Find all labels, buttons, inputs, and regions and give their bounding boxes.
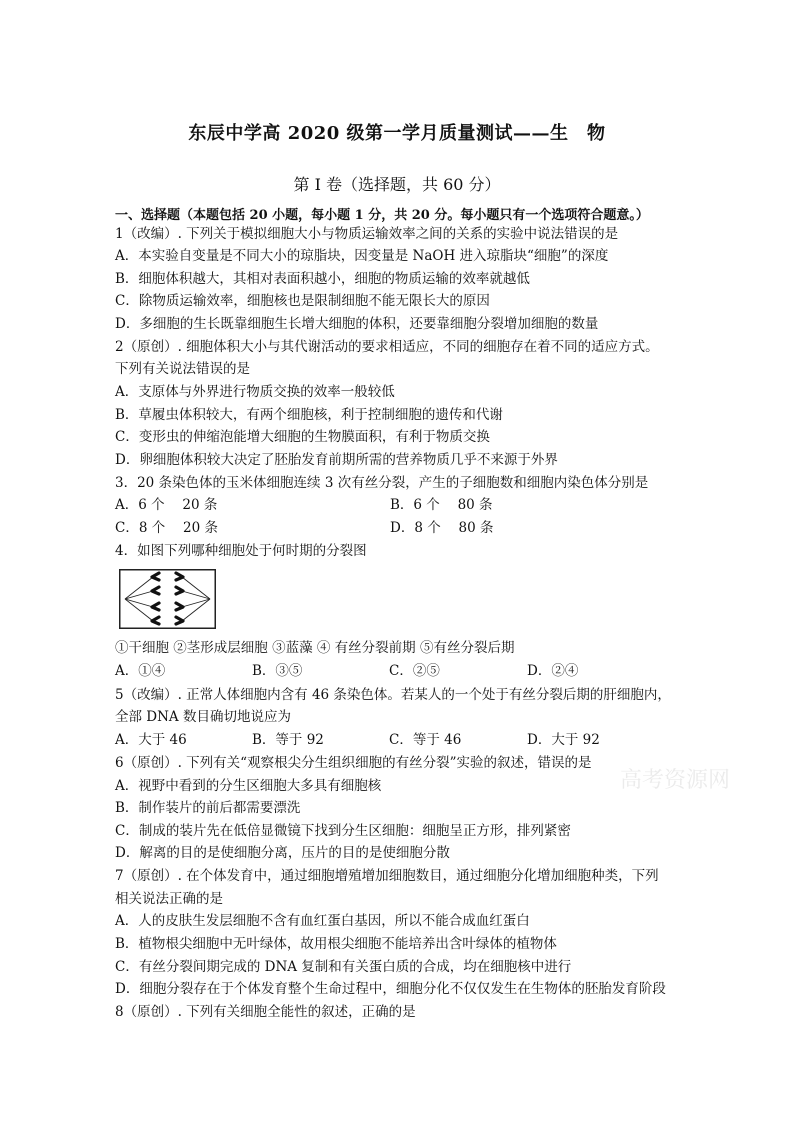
question-6-option-d: D．解离的目的是使细胞分离，压片的目的是使细胞分散 [115, 845, 450, 861]
question-6-option-a: A．视野中看到的分生区细胞大多具有细胞核 [115, 778, 382, 794]
question-3-option-a: A．6 个 20 条 [115, 497, 218, 513]
question-2-option-a: A．支原体与外界进行物质交换的效率一般较低 [115, 384, 395, 400]
question-3-option-b: B．6 个 80 条 [390, 497, 493, 513]
question-6-stem: 6（原创）. 下列有关“观察根尖分生组织细胞的有丝分裂”实验的叙述，错误的是 [115, 755, 592, 771]
question-5-stem-cont: 全部 DNA 数目确切地说应为 [115, 709, 291, 725]
question-2-stem: 2（原创）. 细胞体积大小与其代谢活动的要求相适应，不同的细胞存在着不同的适应方式。 [115, 339, 659, 355]
question-1-option-b: B．细胞体积越大，其相对表面积越小，细胞的物质运输的效率就越低 [115, 271, 530, 287]
question-4-stem: 4．如图下列哪种细胞处于何时期的分裂图 [115, 543, 367, 559]
watermark: 高考资源网 [620, 768, 731, 793]
exam-title: 东辰中学高 2020 级第一学月质量测试——生 物 [188, 123, 606, 144]
cell-outline [120, 570, 216, 629]
question-1-option-a: A．本实验自变量是不同大小的琼脂块，因变量是 NaOH 进入琼脂块“细胞”的深度 [115, 248, 609, 264]
question-5-option-b: B．等于 92 [252, 732, 324, 748]
question-7-stem-cont: 相关说法正确的是 [115, 891, 223, 907]
question-5-option-c: C．等于 46 [389, 732, 462, 748]
question-3-stem: 3．20 条染色体的玉米体细胞连续 3 次有丝分裂，产生的子细胞数和细胞内染色体分别是 [115, 475, 649, 491]
question-4-option-c: C．②⑤ [389, 663, 440, 679]
question-5-option-a: A．大于 46 [115, 732, 187, 748]
question-2-option-b: B．草履虫体积较大，有两个细胞核，利于控制细胞的遗传和代谢 [115, 407, 503, 423]
question-1-stem: 1（改编）. 下列关于模拟细胞大小与物质运输效率之间的关系的实验中说法错误的是 [115, 226, 619, 242]
question-5-stem: 5（改编）. 正常人体细胞内含有 46 条染色体。若某人的一个处于有丝分裂后期的肝细胞内， [115, 687, 671, 703]
question-2-option-c: C．变形虫的伸缩泡能增大细胞的生物膜面积，有利于物质交换 [115, 429, 490, 445]
question-7-stem: 7（原创）. 在个体发育中，通过细胞增殖增加细胞数目，通过细胞分化增加细胞种类，下列 [115, 868, 659, 884]
question-4-option-b: B．③⑤ [252, 663, 303, 679]
question-7-option-a: A．人的皮肤生发层细胞不含有血红蛋白基因，所以不能合成血红蛋白 [115, 913, 530, 929]
question-8-stem: 8（原创）. 下列有关细胞全能性的叙述，正确的是 [115, 1004, 416, 1020]
question-2-option-d: D．卵细胞体积较大决定了胚胎发育前期所需的营养物质几乎不来源于外界 [115, 452, 558, 468]
question-1-option-d: D．多细胞的生长既靠细胞生长增大细胞的体积，还要靠细胞分裂增加细胞的数量 [115, 316, 599, 332]
part-heading: 第 I 卷（选择题，共 60 分） [293, 175, 501, 194]
question-6-option-b: B．制作装片的前后都需要漂洗 [115, 800, 301, 816]
question-3-option-d: D．8 个 80 条 [390, 520, 494, 536]
question-4-choices: ①干细胞 ②茎形成层细胞 ③蓝藻 ④ 有丝分裂前期 ⑤有丝分裂后期 [115, 640, 515, 656]
question-1-option-c: C．除物质运输效率，细胞核也是限制细胞不能无限长大的原因 [115, 293, 490, 309]
question-4-option-a: A．①④ [115, 663, 166, 679]
question-7-option-b: B．植物根尖细胞中无叶绿体，故用根尖细胞不能培养出含叶绿体的植物体 [115, 936, 557, 952]
question-7-option-c: C．有丝分裂间期完成的 DNA 复制和有关蛋白质的合成，均在细胞核中进行 [115, 959, 572, 975]
question-3-option-c: C．8 个 20 条 [115, 520, 218, 536]
question-7-option-d: D．细胞分裂存在于个体发育整个生命过程中，细胞分化不仅仅发生在生物体的胚胎发育阶段 [115, 981, 666, 997]
question-6-option-c: C．制成的装片先在低倍显微镜下找到分生区细胞：细胞呈正方形，排列紧密 [115, 823, 571, 839]
question-5-option-d: D．大于 92 [527, 732, 600, 748]
question-2-stem-cont: 下列有关说法错误的是 [115, 361, 250, 377]
cell-division-figure [119, 569, 216, 629]
section-heading: 一、选择题（本题包括 20 小题，每小题 1 分，共 20 分。每小题只有一个选项符合题意。） [115, 208, 649, 223]
question-4-option-d: D．②④ [527, 663, 579, 679]
